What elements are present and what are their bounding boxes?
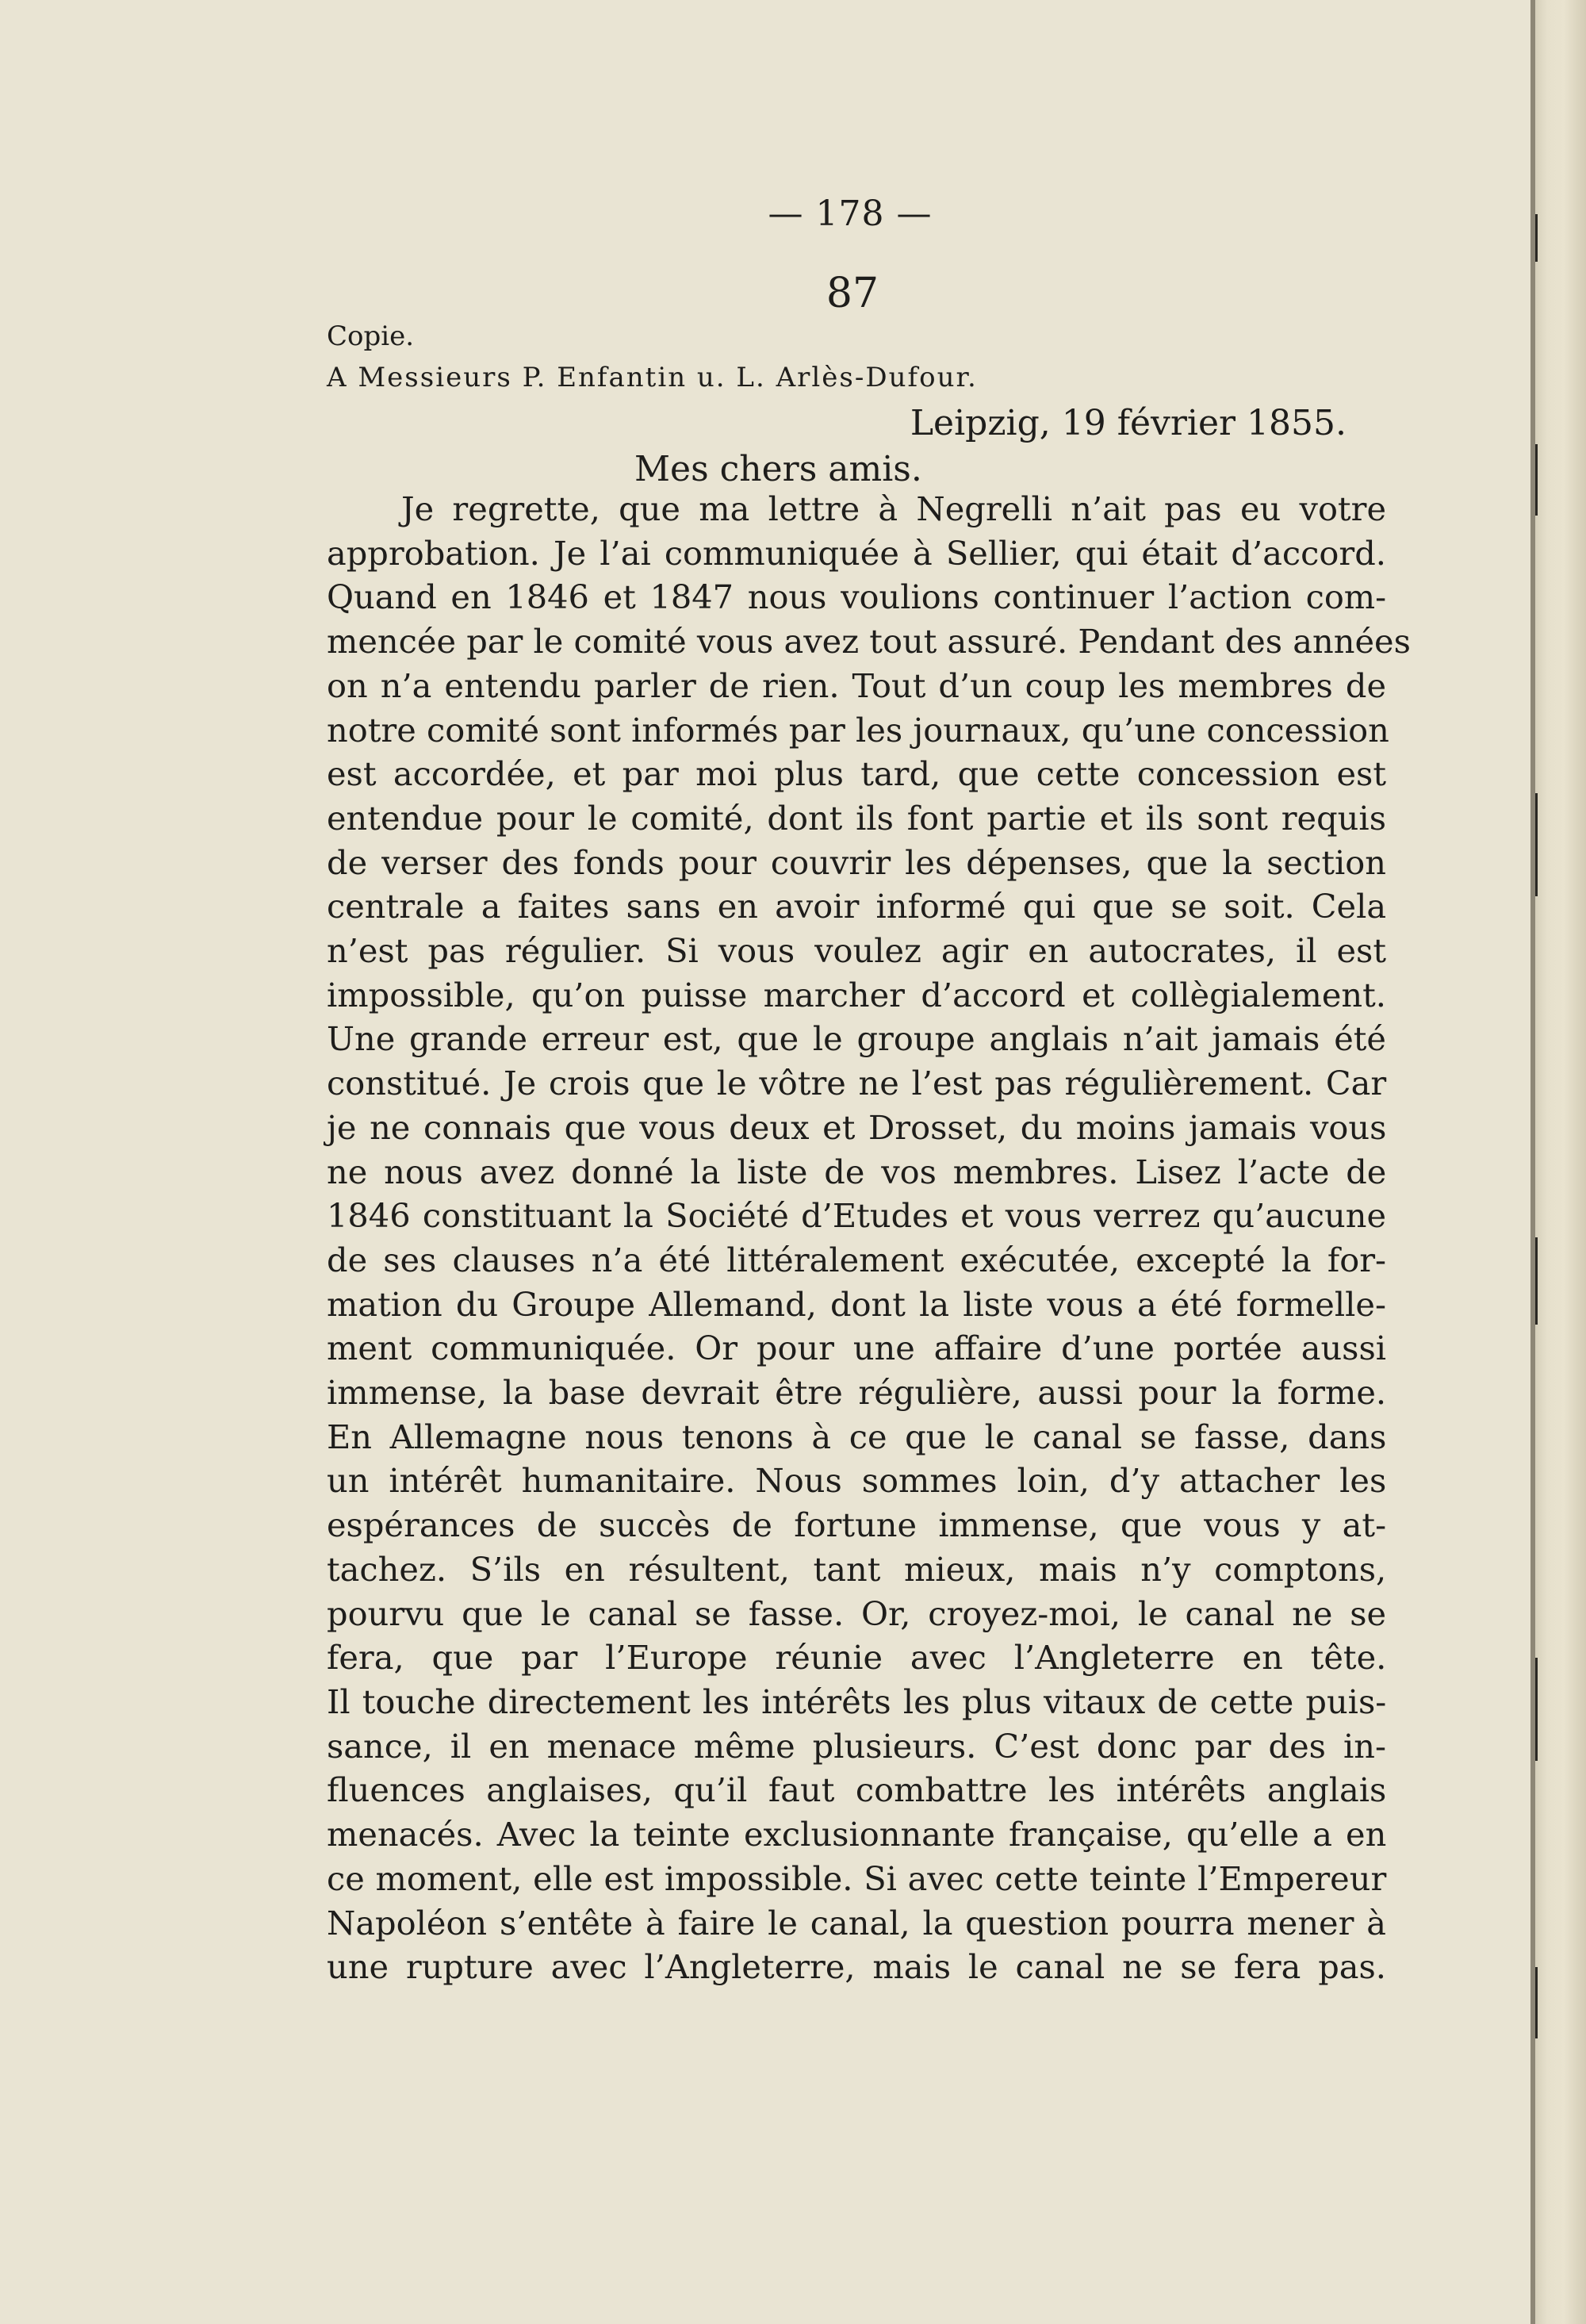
letter-body [327, 487, 1411, 1989]
body-line: une rupture avec l’Angleterre, mais le canal ne se fera pas. [327, 1947, 1386, 1987]
body-line: n’est pas régulier. Si vous voulez agir en autocrates, il est [327, 931, 1386, 971]
body-line: un intérêt humanitaire. Nous sommes loin, d’y attacher les [327, 1461, 1387, 1501]
page-number: — 178 — [768, 194, 933, 234]
body-line: Je regrette, que ma lettre à Negrelli n’ait pas eu votre [401, 489, 1386, 528]
edge-ink-mark [1535, 793, 1538, 896]
body-line: impossible, qu’on puisse marcher d’accord et collègialement. [327, 975, 1386, 1014]
edge-ink-mark [1535, 214, 1538, 262]
body-line: constitué. Je crois que le vôtre ne l’est pas régulièrement. Car [327, 1064, 1387, 1103]
edge-ink-mark [1535, 1237, 1538, 1325]
document-number: 87 [826, 270, 879, 317]
copy-label: Copie. [327, 320, 415, 352]
body-line: de verser des fonds pour couvrir les dépenses, que la section [327, 842, 1386, 882]
body-line: de ses clauses n’a été littéralement exécutée, excepté la for- [327, 1240, 1387, 1279]
body-line: approbation. Je l’ai communiquée à Sellier, qui était d’accord. [327, 533, 1386, 573]
body-line: Il touche directement les intérêts les plus vitaux de cette puis- [327, 1682, 1387, 1721]
body-line: Quand en 1846 et 1847 nous voulions continuer l’action com- [327, 577, 1387, 617]
body-line: ment communiquée. Or pour une affaire d’une portée aussi [327, 1329, 1387, 1368]
body-line: ce moment, elle est impossible. Si avec cette teinte l’Empereur [327, 1858, 1387, 1898]
body-line: entendue pour le comité, dont ils font partie et ils sont requis [327, 798, 1386, 838]
adjacent-page-edge [1530, 0, 1586, 2324]
edge-ink-mark [1535, 1658, 1538, 1761]
body-line: on n’a entendu parler de rien. Tout d’un coup les membres de [327, 665, 1386, 705]
body-line: 1846 constituant la Société d’Etudes et vous verrez qu’aucune [327, 1196, 1386, 1236]
body-line: centrale a faites sans en avoir informé qui que se soit. Cela [327, 887, 1387, 926]
salutation: Mes chers amis. [634, 449, 922, 489]
addressee-line: A Messieurs P. Enfantin u. L. Arlès-Dufour. [327, 362, 978, 393]
body-line: fluences anglaises, qu’il faut combattre les intérêts anglais [327, 1770, 1387, 1810]
body-line: notre comité sont informés par les journaux, qu’une concession [327, 710, 1389, 750]
body-line: je ne connais que vous deux et Drosset, du moins jamais vous [327, 1107, 1387, 1147]
body-line: fera, que par l’Europe réunie avec l’Angleterre en tête. [327, 1638, 1387, 1678]
body-line: Une grande erreur est, que le groupe anglais n’ait jamais été [327, 1019, 1386, 1059]
body-line: tachez. S’ils en résultent, tant mieux, mais n’y comptons, [327, 1549, 1387, 1589]
body-line: mation du Groupe Allemand, dont la liste vous a été formelle- [327, 1284, 1386, 1324]
body-line: Napoléon s’entête à faire le canal, la question pourra mener à [327, 1903, 1386, 1942]
edge-ink-mark [1535, 1967, 1538, 2038]
place-and-date: Leipzig, 19 février 1855. [910, 403, 1347, 443]
body-line: menacés. Avec la teinte exclusionnante française, qu’elle a en [327, 1815, 1387, 1854]
body-line: espérances de succès de fortune immense, que vous y at- [327, 1505, 1387, 1545]
body-line: ne nous avez donné la liste de vos membres. Lisez l’acte de [327, 1152, 1387, 1191]
body-line: En Allemagne nous tenons à ce que le canal se fasse, dans [327, 1417, 1387, 1456]
body-line: est accordée, et par moi plus tard, que cette concession est [327, 754, 1386, 794]
body-line: mencée par le comité vous avez tout assuré. Pendant des années [327, 622, 1411, 662]
edge-ink-mark [1535, 444, 1538, 516]
body-line: immense, la base devrait être régulière, aussi pour la forme. [327, 1373, 1387, 1413]
body-line: pourvu que le canal se fasse. Or, croyez-moi, le canal ne se [327, 1593, 1387, 1633]
body-line: sance, il en menace même plusieurs. C’est donc par des in- [327, 1726, 1386, 1766]
